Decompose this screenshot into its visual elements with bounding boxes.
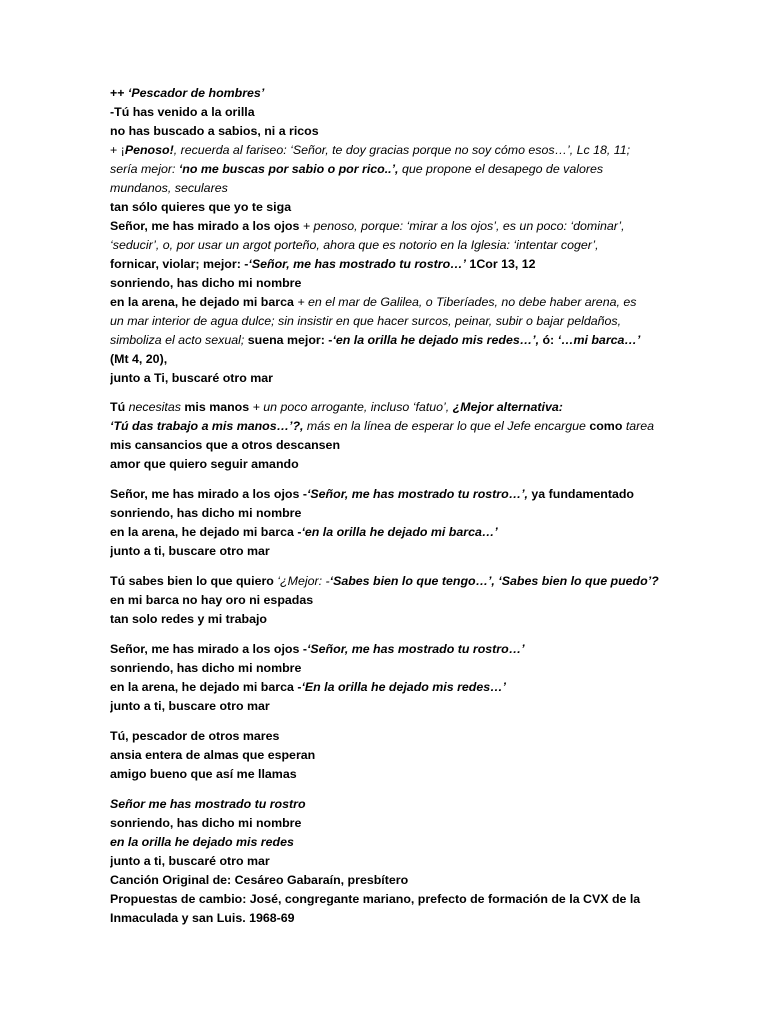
comment-text: - [299,642,307,656]
credit-line: Inmaculada y san Luis. 1968-69 [110,911,295,925]
lyric-text: Señor, me has mirado a los ojos [110,642,300,656]
comment-line: mundanos, seculares [110,181,228,195]
mixed-line [110,572,760,591]
suggestion: ‘no me buscas por sabio o por rico..’, [178,162,399,176]
mixed-line [110,523,760,542]
mixed-line [110,640,760,659]
lyric-line: sonriendo, has dicho mi nombre [110,661,302,675]
lyric-line: sonriendo, has dicho mi nombre [110,816,302,830]
lyric-text: Tú sabes bien lo que quiero [110,574,274,588]
mixed-line [110,293,760,312]
lyric-line: tan sólo quieres que yo te siga [110,200,292,214]
reference-line: (Mt 4, 20), [110,352,168,366]
comment-text: , recuerda al fariseo: ‘Señor, te doy gracias porque no soy cómo esos…’, Lc 18, 11; [173,143,631,157]
lyric-line: junto a ti, buscaré otro mar [110,854,270,868]
comment-text: fornicar, violar; mejor: - [110,257,249,271]
emphasis: Penoso! [124,143,174,157]
mixed-line [110,331,760,350]
lyric-text: en la arena, he dejado mi barca [110,680,294,694]
comment-text: ‘¿Mejor: - [273,574,330,588]
revised-lyric-line: Señor me has mostrado tu rostro [110,797,306,811]
comment-line [110,141,760,160]
lyric-line: amor que quiero seguir amando [110,457,299,471]
lyric-text: necesitas [128,400,181,414]
suggestion: ‘Sabes bien lo que tengo…’, ‘Sabes bien lo que puedo’? [329,574,659,588]
credit-line: Propuestas de cambio: José, congregante mariano, prefecto de formación de la CVX de la [110,892,641,906]
comment-text: como [589,419,623,433]
lyric-text: Tú [110,400,129,414]
comment-text: + en el mar de Galilea, o Tiberíades, no debe haber arena, es [293,295,637,309]
lyric-text: en la arena, he dejado mi barca [110,525,294,539]
mixed-line [110,217,760,236]
comment-text: sería mejor: [110,162,179,176]
comment-line: un mar interior de agua dulce; sin insistir en que hacer surcos, peinar, subir o bajar peldaños, [110,314,622,328]
lyric-line: junto a ti, buscare otro mar [110,544,270,558]
lyric-line: ansia entera de almas que esperan [110,748,316,762]
comment-text: más en la línea de esperar lo que el Jefe encargue [303,419,590,433]
suggestion: ‘Señor, me has mostrado tu rostro…’ [306,642,525,656]
lyric-text: en la arena, he dejado mi barca [110,295,294,309]
comment-text: + un poco arrogante, incluso ‘fatuo’, [249,400,453,414]
mixed-line [110,485,760,504]
lyric-text: Señor, me has mirado a los ojos [110,219,300,233]
comment-text: suena mejor: - [244,333,333,347]
mixed-line [110,678,760,697]
revised-lyric-line: en la orilla he dejado mis redes [110,835,294,849]
lyric-line: mis cansancios que a otros descansen [110,438,341,452]
comment-text: - [299,487,307,501]
comment-text: que propone el desapego de valores [398,162,604,176]
lyric-line: Tú, pescador de otros mares [110,729,280,743]
lyric-line: junto a Ti, buscaré otro mar [110,371,273,385]
comment-text: - [293,680,302,694]
comment-text: - [293,525,302,539]
lyric-line: sonriendo, has dicho mi nombre [110,276,302,290]
suggestion: ‘Tú das trabajo a mis manos…’?, [110,419,304,433]
suggestion: ‘En la orilla he dejado mis redes…’ [301,680,506,694]
lyric-line: no has buscado a sabios, ni a ricos [110,124,319,138]
song-title-line [110,84,760,103]
comment-text: + penoso, porque: ‘mirar a los ojos’, es un poco: ‘dominar’, [299,219,625,233]
title-prefix: ++ [110,86,128,100]
suggestion: ‘…mi barca…’ [557,333,641,347]
credit-line: Canción Original de: Cesáreo Gabaraín, presbítero [110,873,409,887]
mixed-line [110,398,760,417]
lyric-line: amigo bueno que así me llamas [110,767,297,781]
reference: 1Cor 13, 12 [465,257,536,271]
song-title: ‘Pescador de hombres’ [127,86,265,100]
suggestion: ‘Señor, me has mostrado tu rostro…’ [248,257,466,271]
lyric-line: sonriendo, has dicho mi nombre [110,506,302,520]
comment-marker: + ¡ [110,143,125,157]
comment-line [110,417,760,436]
lyric-line: junto a ti, buscare otro mar [110,699,270,713]
lyric-line: en mi barca no hay oro ni espadas [110,593,314,607]
comment-line: ‘seducir’, o, por usar un argot porteño, ahora que es notorio en la Iglesia: ‘intentar coger’, [110,238,599,252]
comment-text: ó: [539,333,558,347]
lyric-text: mis manos [180,400,250,414]
comment-line [110,160,760,179]
suggestion: ‘Señor, me has mostrado tu rostro…’, [306,487,528,501]
lyric-text: Señor, me has mirado a los ojos [110,487,300,501]
comment-text: tarea [622,419,655,433]
suggestion: ¿Mejor alternativa: [452,400,563,414]
comment-text: ya fundamentado [527,487,634,501]
comment-text: simboliza el acto sexual; [110,333,245,347]
lyric-line: -Tú has venido a la orilla [110,105,255,119]
suggestion: ‘en la orilla he dejado mis redes…’, [332,333,540,347]
mixed-line [110,255,760,274]
suggestion: ‘en la orilla he dejado mi barca…’ [301,525,498,539]
lyric-line: tan solo redes y mi trabajo [110,612,267,626]
